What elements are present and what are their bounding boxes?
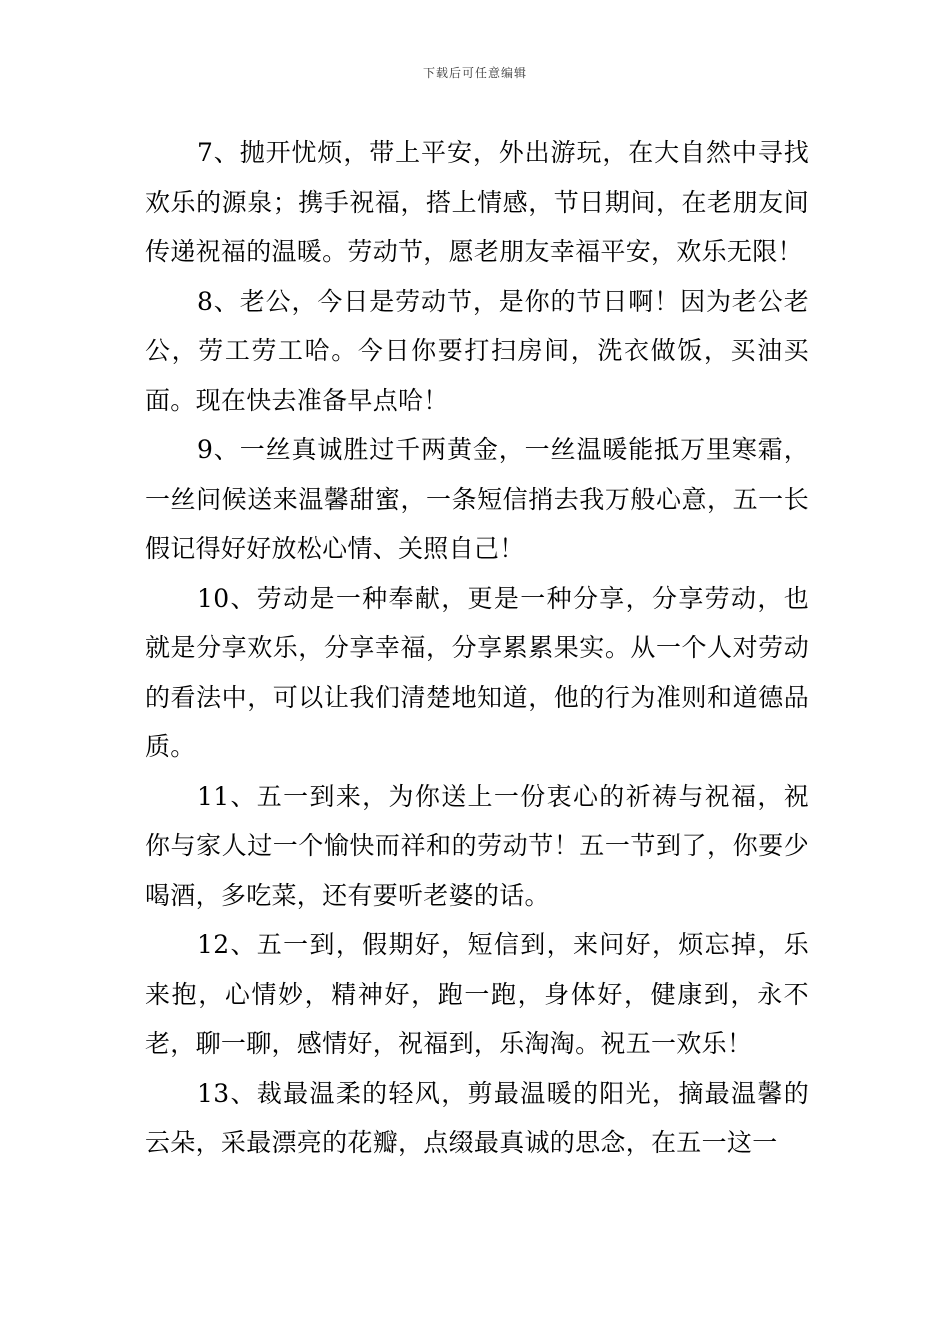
paragraph-13: 13、裁最温柔的轻风，剪最温暖的阳光，摘最温馨的云朵，采最漂亮的花瓣，点缀最真诚的思念，在五一这一 bbox=[145, 1078, 809, 1157]
document-body bbox=[145, 128, 809, 1168]
paragraph-7: 7、抛开忧烦，带上平安，外出游玩，在大自然中寻找欢乐的源泉；携手祝福，搭上情感，节日期间，在老朋友间传递祝福的温暖。劳动节，愿老朋友幸福平安，欢乐无限！ bbox=[145, 138, 809, 266]
paragraph-8: 8、老公，今日是劳动节，是你的节日啊！因为老公老公，劳工劳工哈。今日你要打扫房间，洗衣做饭，买油买面。现在快去准备早点哈！ bbox=[145, 286, 809, 415]
paragraph-9: 9、一丝真诚胜过千两黄金，一丝温暖能抵万里寒霜，一丝问候送来温馨甜蜜，一条短信捎去我万般心意，五一长假记得好好放松心情、关照自己！ bbox=[145, 435, 809, 563]
paragraph-11: 11、五一到来，为你送上一份衷心的祈祷与祝福，祝你与家人过一个愉快而祥和的劳动节！五一节到了，你要少喝酒，多吃菜，还有要听老婆的话。 bbox=[145, 781, 809, 910]
page-header: 下载后可任意编辑 bbox=[422, 66, 527, 80]
paragraph-12: 12、五一到，假期好，短信到，来问好，烦忘掉，乐来抱，心情妙，精神好，跑一跑，身体好，健康到，永不老，聊一聊，感情好，祝福到，乐淘淘。祝五一欢乐！ bbox=[145, 930, 809, 1058]
paragraph-10: 10、劳动是一种奉献，更是一种分享，分享劳动，也就是分享欢乐，分享幸福，分享累累果实。从一个人对劳动的看法中，可以让我们清楚地知道，他的行为准则和道德品质。 bbox=[145, 583, 809, 761]
